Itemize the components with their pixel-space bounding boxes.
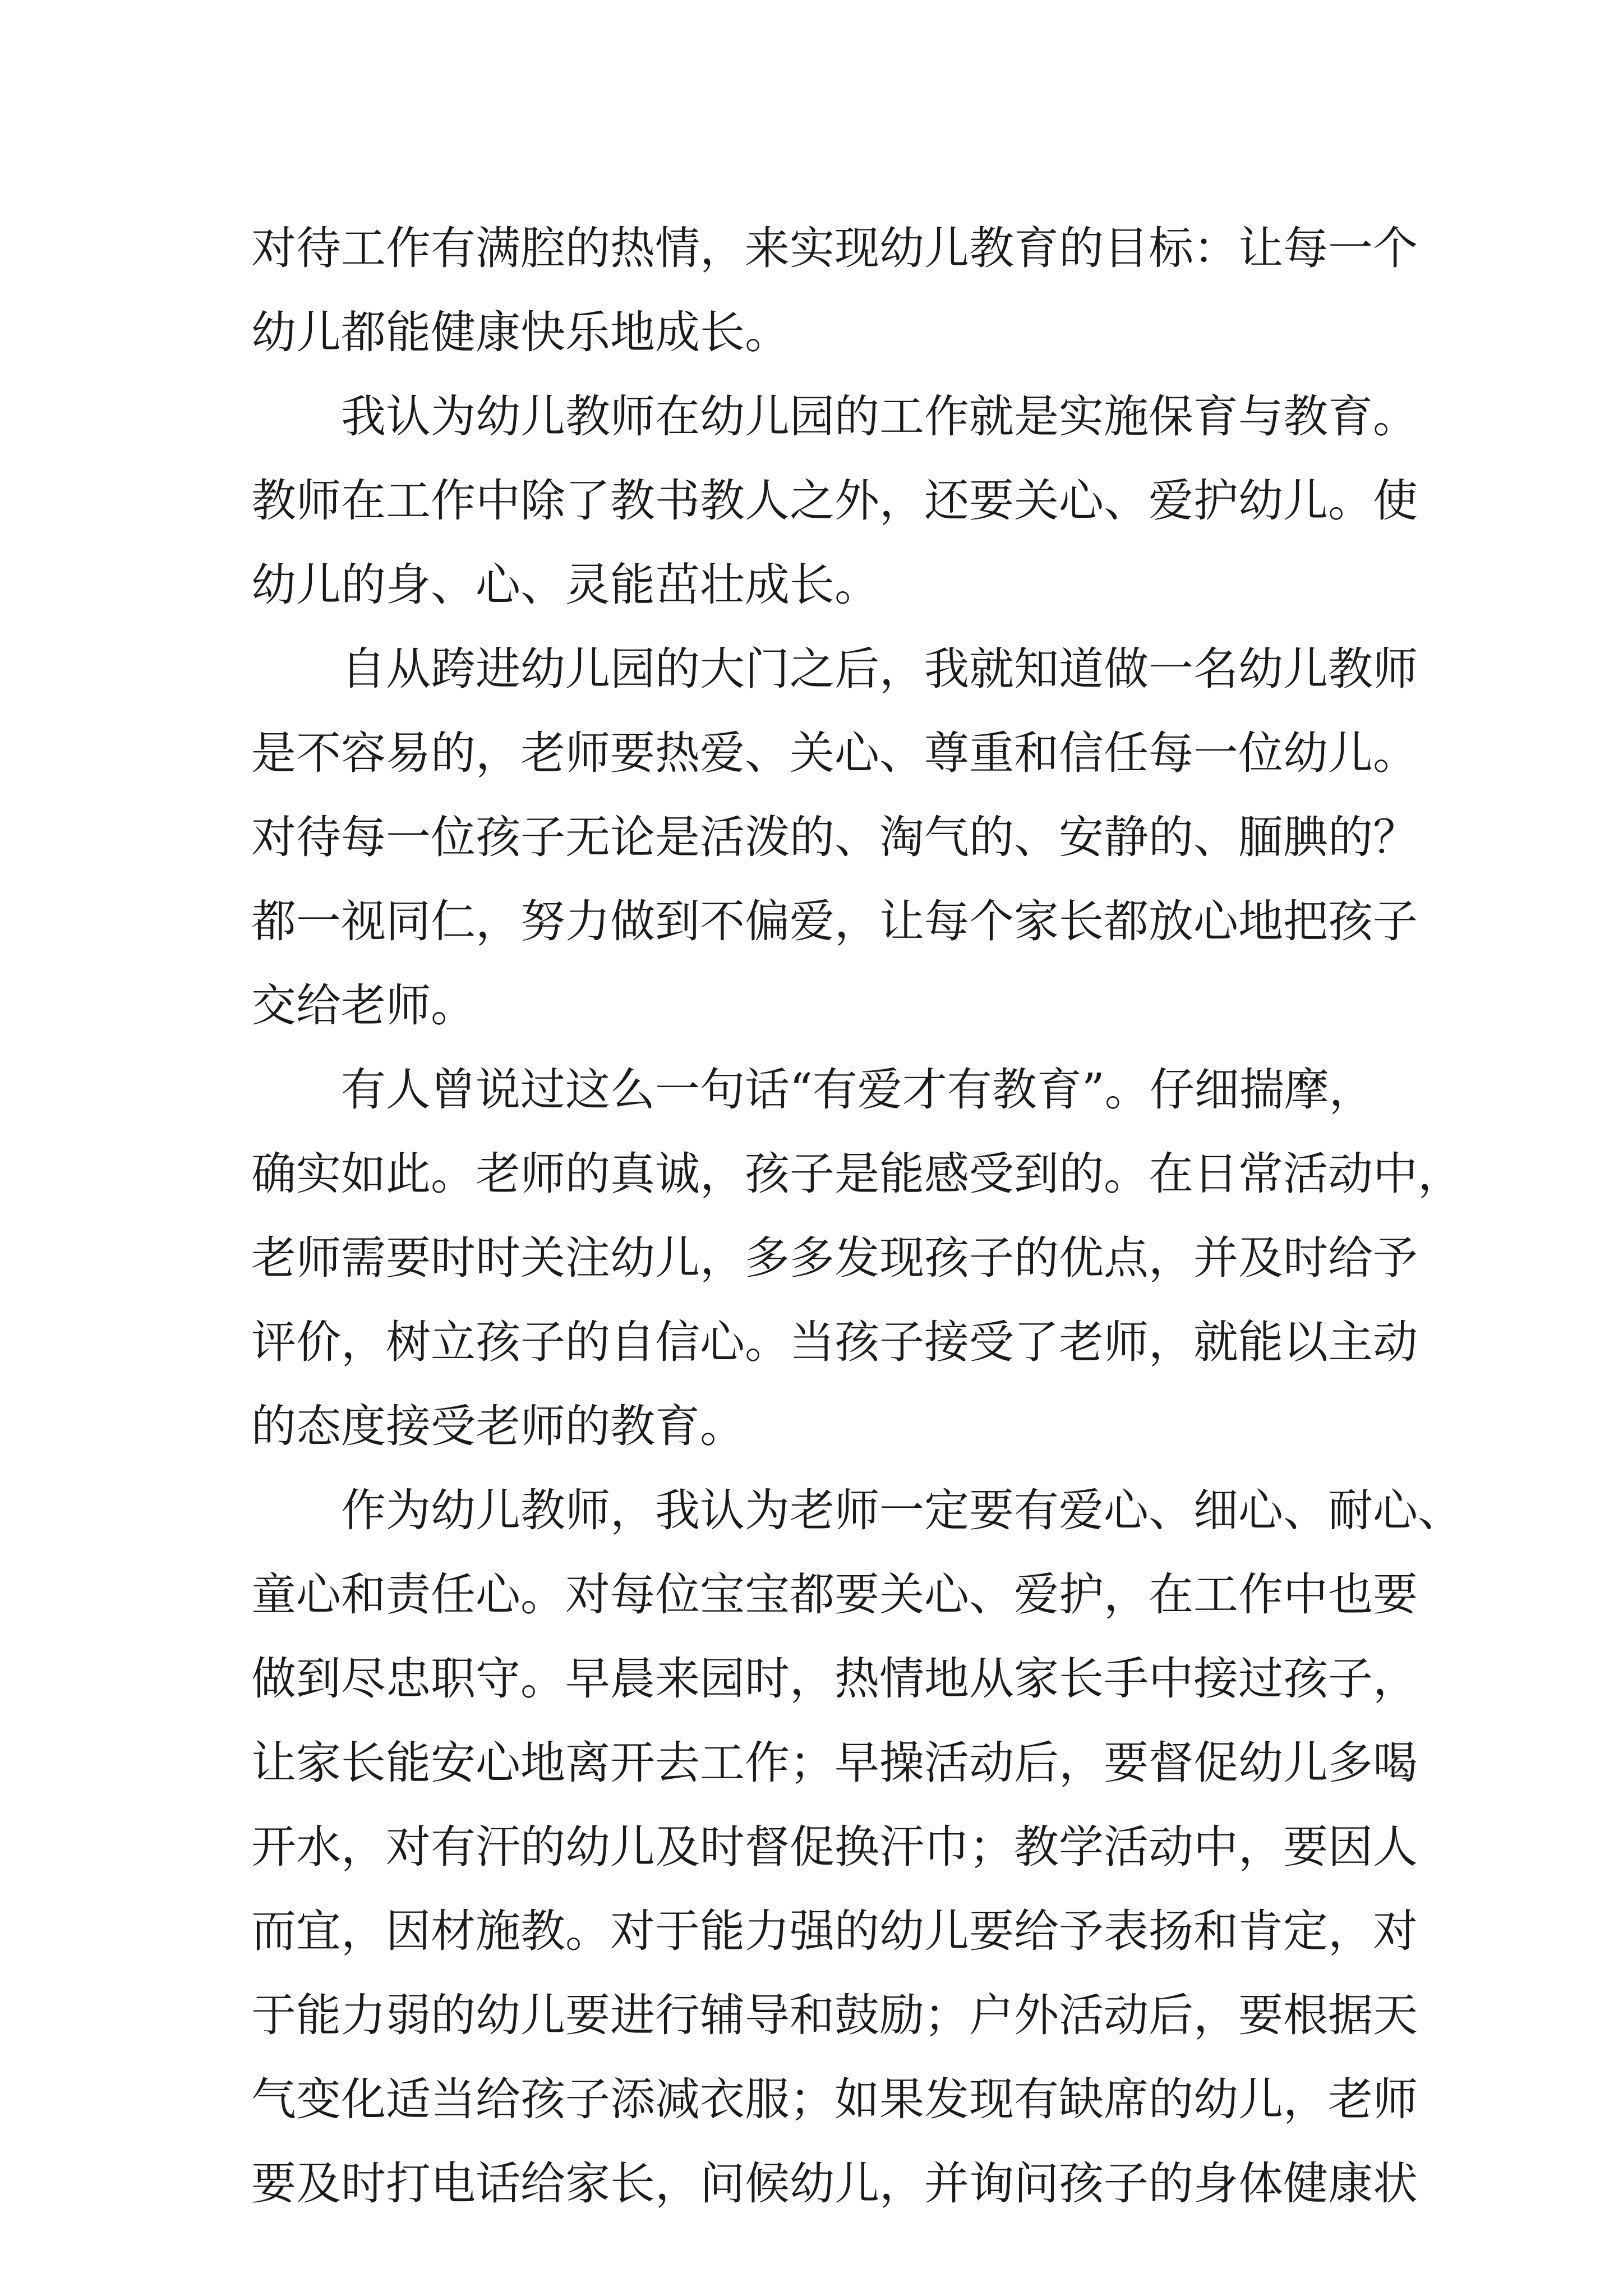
paragraph-5 (251, 1469, 1463, 2226)
paragraph-3 (251, 627, 1418, 1048)
paragraph-1 (251, 206, 1418, 375)
text-line: 交给老师。 (251, 979, 476, 1032)
text-line: 评价，树立孩子的自信心。当孩子接受了老师，就能以主动 (251, 1316, 1418, 1368)
text-line: 确实如此。老师的真诚，孩子是能感受到的。在日常活动中， (251, 1148, 1463, 1200)
text-line: 幼儿都能健康快乐地成长。 (251, 306, 790, 358)
text-line: 的态度接受老师的教育。 (251, 1400, 745, 1452)
text-line: 作为幼儿教师，我认为老师一定要有爱心、细心、耐心、 (341, 1484, 1463, 1536)
text-line: 有人曾说过这么一句话“有爱才有教育”。仔细揣摩， (341, 1064, 1374, 1116)
text-line: 幼儿的身、心、灵能茁壮成长。 (251, 559, 879, 611)
text-line: 童心和责任心。对每位宝宝都要关心、爱护，在工作中也要 (251, 1568, 1418, 1621)
text-line: 都一视同仁，努力做到不偏爱，让每个家长都放心地把孩子 (251, 895, 1418, 947)
text-line: 开水，对有汗的幼儿及时督促换汗巾；教学活动中，要因人 (251, 1821, 1418, 1873)
text-line: 气变化适当给孩子添减衣服；如果发现有缺席的幼儿，老师 (251, 2073, 1418, 2125)
text-line: 教师在工作中除了教书教人之外，还要关心、爱护幼儿。使 (251, 475, 1418, 527)
paragraph-2 (251, 375, 1418, 627)
text-line: 对待每一位孩子无论是活泼的、淘气的、安静的、腼腆的？ (251, 811, 1418, 863)
document-body (251, 206, 1463, 2226)
text-line: 自从跨进幼儿园的大门之后，我就知道做一名幼儿教师 (341, 643, 1418, 695)
text-line: 是不容易的，老师要热爱、关心、尊重和信任每一位幼儿。 (251, 727, 1418, 779)
text-line: 让家长能安心地离开去工作；早操活动后，要督促幼儿多喝 (251, 1737, 1418, 1789)
text-line: 做到尽忠职守。早晨来园时，热情地从家长手中接过孩子， (251, 1653, 1418, 1705)
text-line: 于能力弱的幼儿要进行辅导和鼓励；户外活动后，要根据天 (251, 1989, 1418, 2041)
text-line: 要及时打电话给家长，问候幼儿，并询问孩子的身体健康状 (251, 2157, 1418, 2210)
text-line: 我认为幼儿教师在幼儿园的工作就是实施保育与教育。 (341, 390, 1418, 443)
text-line: 对待工作有满腔的热情，来实现幼儿教育的目标：让每一个 (251, 222, 1418, 274)
paragraph-4 (251, 1048, 1463, 1469)
text-line: 老师需要时时关注幼儿，多多发现孩子的优点，并及时给予 (251, 1232, 1418, 1284)
text-line: 而宜，因材施教。对于能力强的幼儿要给予表扬和肯定，对 (251, 1905, 1418, 1957)
